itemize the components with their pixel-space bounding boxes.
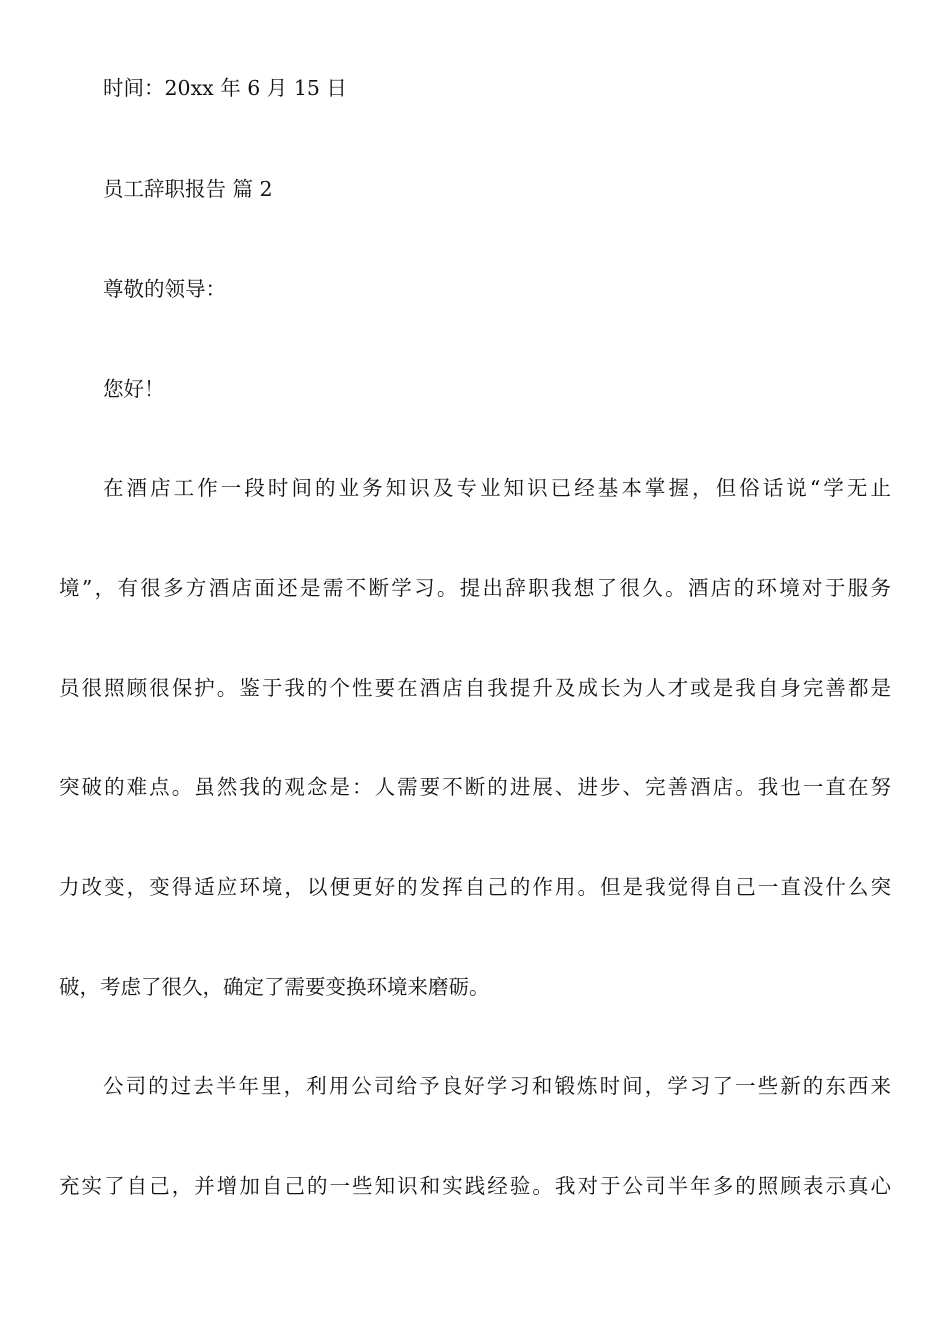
paragraph-line: 破，考虑了很久，确定了需要变换环境来磨砺。 xyxy=(59,975,490,999)
paragraph-line: 公司的过去半年里，利用公司给予良好学习和锻炼时间，学习了一些新的东西来 xyxy=(103,1074,891,1098)
paragraph-line: 员很照顾很保护。鉴于我的个性要在酒店自我提升及成长为人才或是我自身完善都是 xyxy=(59,676,891,700)
section-title: 员工辞职报告 篇 2 xyxy=(103,177,273,201)
paragraph-line: 境”，有很多方酒店面还是需不断学习。提出辞职我想了很久。酒店的环境对于服务 xyxy=(59,576,891,600)
paragraph-line: 力改变，变得适应环境，以便更好的发挥自己的作用。但是我觉得自己一直没什么突 xyxy=(59,875,891,899)
salutation: 尊敬的领导： xyxy=(103,277,226,301)
paragraph-line: 突破的难点。虽然我的观念是：人需要不断的进展、进步、完善酒店。我也一直在努 xyxy=(59,775,891,799)
date-line: 时间：20xx 年 6 月 15 日 xyxy=(103,76,347,100)
paragraph-line: 充实了自己，并增加自己的一些知识和实践经验。我对于公司半年多的照顾表示真心 xyxy=(59,1174,891,1198)
paragraph-line: 在酒店工作一段时间的业务知识及专业知识已经基本掌握，但俗话说“学无止 xyxy=(103,476,891,500)
greeting: 您好！ xyxy=(103,377,165,401)
